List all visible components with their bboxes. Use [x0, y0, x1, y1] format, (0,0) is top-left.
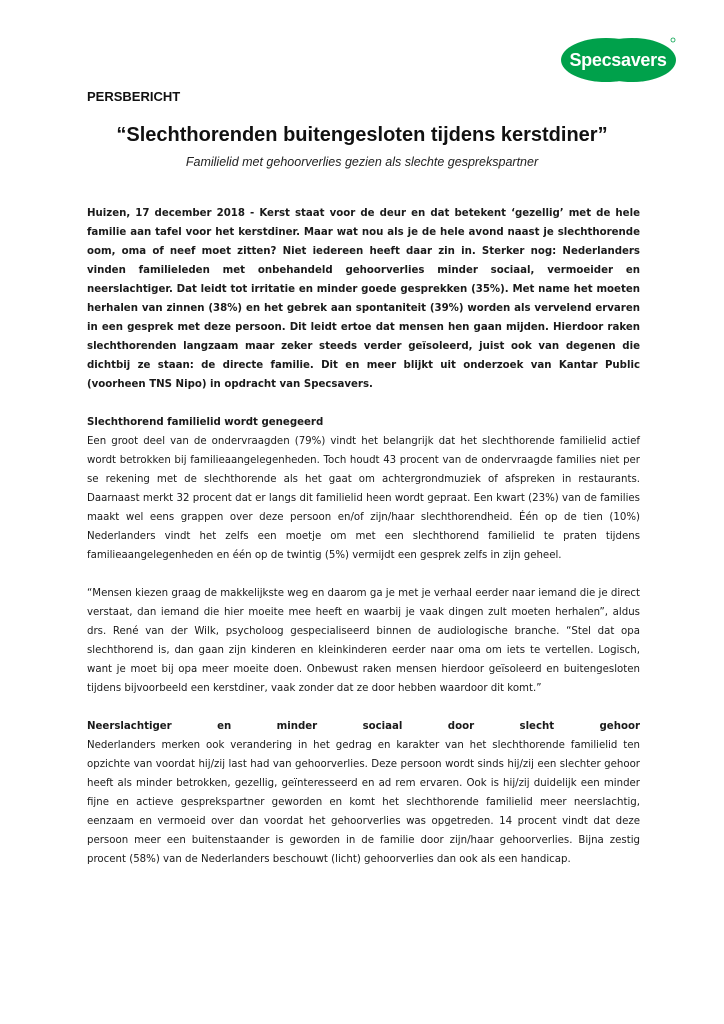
- page-title: “Slechthorenden buitengesloten tijdens kerstdiner”: [116, 124, 608, 146]
- section-heading-1: Slechthorend familielid wordt genegeerd: [87, 417, 324, 428]
- heading-word: sociaal: [362, 721, 403, 732]
- page-subtitle: Familielid met gehoorverlies gezien als slechte gesprekspartner: [185, 155, 539, 169]
- heading-word: minder: [276, 721, 318, 732]
- quote-paragraph: “Mensen kiezen graag de makkelijkste weg en daarom ga je met je verhaal eerder naar iemand die je direct verstaat, dan iemand die hier moeite mee heeft en waarbij je vaak dingen zult moeten herhalen”, aldus drs. René van der Wilk, psycholoog gespecialiseerd binnen de audiologische branche. “Stel dat opa slechthorend is, dan gaan zijn kinderen en kleinkinderen eerder naar oma om iets te vertellen. Logisch, want je moet bij opa meer moeite doen. Onbewust raken mensen hierdoor geïsoleerd en buitengesloten tijdens bijvoorbeeld een kerstdiner, vaak zonder dat ze door hebben waardoor dit komt.”: [87, 588, 640, 694]
- section-paragraph-1: Een groot deel van de ondervraagden (79%) vindt het belangrijk dat het slechthorende familielid actief wordt betrokken bij familieaangelegenheden. Toch houdt 43 procent van de ondervraagde families niet per se rekening met de slechthorende als het gaat om achtergrondmuziek of afspreken in restaurants. Daarnaast merkt 32 procent dat er langs dit familielid heen wordt gepraat. Een kwart (23%) van de families maakt wel eens grappen over deze persoon en/of zijn/haar slechthorendheid. Één op de tien (10%) Nederlanders vindt het zelfs een moetje om met een slechthorend familielid te praten tijdens familieaangelegenheden en één op de twintig (5%) vermijdt een gesprek zelfs in zijn geheel.: [87, 436, 640, 561]
- heading-word: Neerslachtiger: [87, 721, 172, 732]
- heading-word: en: [217, 721, 232, 732]
- section-paragraph-2: Nederlanders merken ook verandering in het gedrag en karakter van het slechthorende familielid ten opzichte van voordat hij/zij last had van gehoorverlies. Deze persoon wordt sinds hij/zij een slechter gehoor heeft als minder betrokken, gezellig, geïnteresseerd en ad rem ervaren. Ook is hij/zij duidelijk een minder fijne en actieve gesprekspartner geworden en komt het slechthorende familielid meer neerslachtig, eenzaam en vermoeid over dan voordat het gehoorverlies was opgetreden. 14 procent vindt dat deze persoon meer een buitenstaander is geworden in de familie door zijn/haar gehoorverlies. Bijna zestig procent (58%) van de Nederlanders beschouwt (licht) gehoorverlies dan ook als een handicap.: [87, 740, 640, 865]
- specsavers-logo: [558, 35, 678, 85]
- logo-wordmark: Specsavers: [569, 49, 667, 70]
- document-label: PERSBERICHT: [87, 89, 181, 104]
- heading-word: gehoor: [599, 721, 640, 732]
- heading-word: slecht: [519, 721, 555, 732]
- section-heading-2: [87, 717, 640, 736]
- heading-word: door: [447, 721, 475, 732]
- article-body: [87, 204, 640, 869]
- lead-paragraph: Huizen, 17 december 2018 - Kerst staat voor de deur en dat betekent ‘gezellig’ met de hele familie aan tafel voor het kerstdiner. Maar wat nou als je de hele avond naast je slechthorende oom, oma of neef moet zitten? Niet iedereen heeft daar zin in. Sterker nog: Nederlanders vinden familieleden met onbehandeld gehoorverlies minder sociaal, vermoeider en neerslachtiger. Dat leidt tot irritatie en minder goede gesprekken (35%). Met name het moeten herhalen van zinnen (38%) en het gebrek aan spontaniteit (39%) worden als vervelend ervaren in een gesprek met deze persoon. Dit leidt ertoe dat mensen hen gaan mijden. Hierdoor raken slechthorenden langzaam maar zeker steeds verder geïsoleerd, juist ook van degenen die dichtbij ze staan: de directe familie. Dit en meer blijkt uit onderzoek van Kantar Public (voorheen TNS Nipo) in opdracht van Specsavers.: [87, 208, 640, 390]
